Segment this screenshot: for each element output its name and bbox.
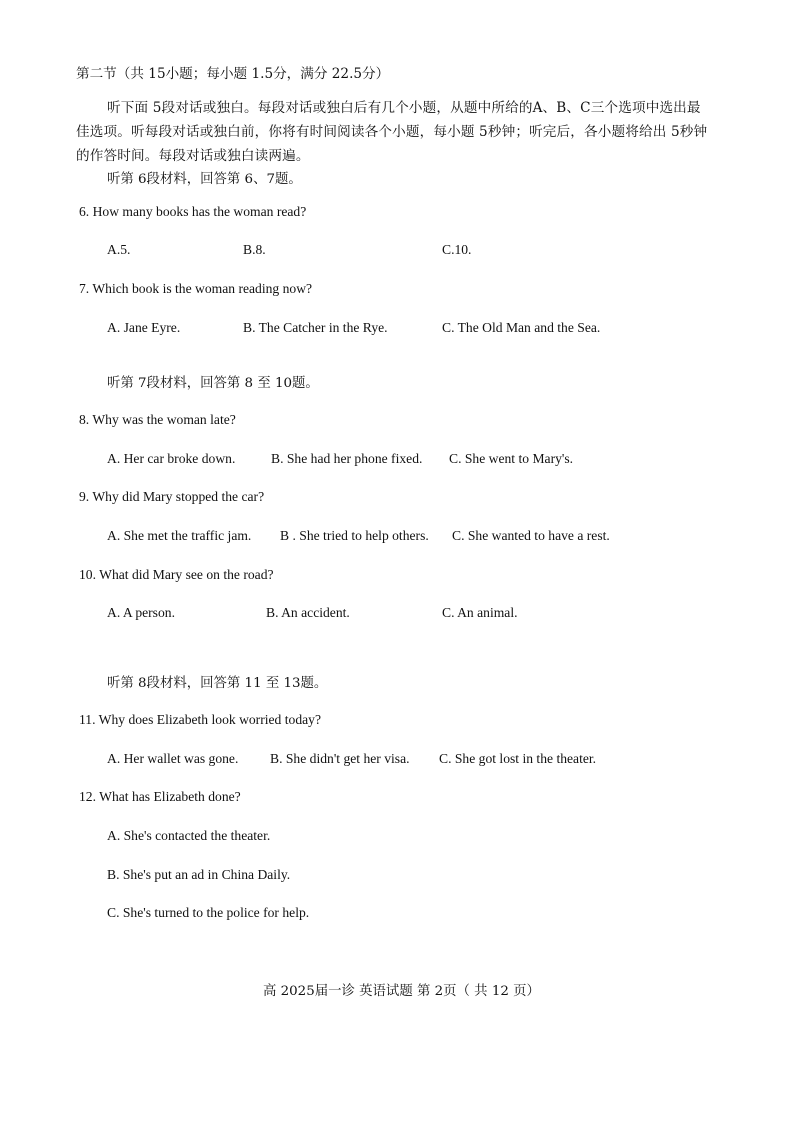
- q9-option-b: B . She tried to help others.: [280, 528, 429, 543]
- q6-option-c: C.10.: [442, 242, 472, 257]
- instruction-line-3: 的作答时间。每段对话或独白读两遍。: [76, 148, 310, 164]
- q12-option-c: C. She's turned to the police for help.: [107, 905, 310, 920]
- q10-option-b: B. An accident.: [266, 605, 350, 620]
- q8-option-a: A. Her car broke down.: [107, 451, 236, 466]
- question-8: 8. Why was the woman late?: [79, 412, 236, 427]
- q8-option-c: C. She went to Mary's.: [449, 451, 574, 466]
- question-9: 9. Why did Mary stopped the car?: [79, 489, 265, 504]
- instruction-line-2: 佳选项。听每段对话或独白前，你将有时间阅读各个小题，每小题 5秒钟；听完后，各小题将给出 5秒钟: [76, 124, 708, 140]
- q7-option-c: C. The Old Man and the Sea.: [442, 320, 601, 335]
- question-10: 10. What did Mary see on the road?: [79, 567, 274, 582]
- group-heading-1: 听第 6段材料，回答第 6、7题。: [107, 172, 302, 187]
- q7-option-a: A. Jane Eyre.: [107, 320, 181, 335]
- question-6: 6. How many books has the woman read?: [79, 204, 307, 219]
- q7-option-b: B. The Catcher in the Rye.: [243, 320, 388, 335]
- section-title: 第二节（共 15小题；每小题 1.5分，满分 22.5分）: [76, 66, 390, 82]
- q11-option-c: C. She got lost in the theater.: [439, 751, 597, 766]
- q6-option-b: B.8.: [243, 242, 266, 257]
- question-12: 12. What has Elizabeth done?: [79, 789, 241, 804]
- q9-option-c: C. She wanted to have a rest.: [452, 528, 610, 543]
- q11-option-a: A. Her wallet was gone.: [107, 751, 239, 766]
- q10-option-a: A. A person.: [107, 605, 175, 620]
- group-heading-2: 听第 7段材料，回答第 8 至 10题。: [107, 376, 319, 391]
- q8-option-b: B. She had her phone fixed.: [271, 451, 423, 466]
- q12-option-a: A. She's contacted the theater.: [107, 828, 271, 843]
- page-footer: 高 2025届一诊 英语试题 第 2页（ 共 12 页）: [263, 984, 540, 999]
- instruction-line-1: 听下面 5段对话或独白。每段对话或独白后有几个小题，从题中所给的A、B、C三个选项中选出最: [107, 100, 701, 116]
- q10-option-c: C. An animal.: [442, 605, 518, 620]
- question-11: 11. Why does Elizabeth look worried today?: [79, 712, 321, 727]
- question-7: 7. Which book is the woman reading now?: [79, 281, 313, 296]
- q9-option-a: A. She met the traffic jam.: [107, 528, 252, 543]
- q12-option-b: B. She's put an ad in China Daily.: [107, 867, 291, 882]
- q6-option-a: A.5.: [107, 242, 131, 257]
- q11-option-b: B. She didn't get her visa.: [270, 751, 410, 766]
- group-heading-3: 听第 8段材料，回答第 11 至 13题。: [107, 676, 328, 691]
